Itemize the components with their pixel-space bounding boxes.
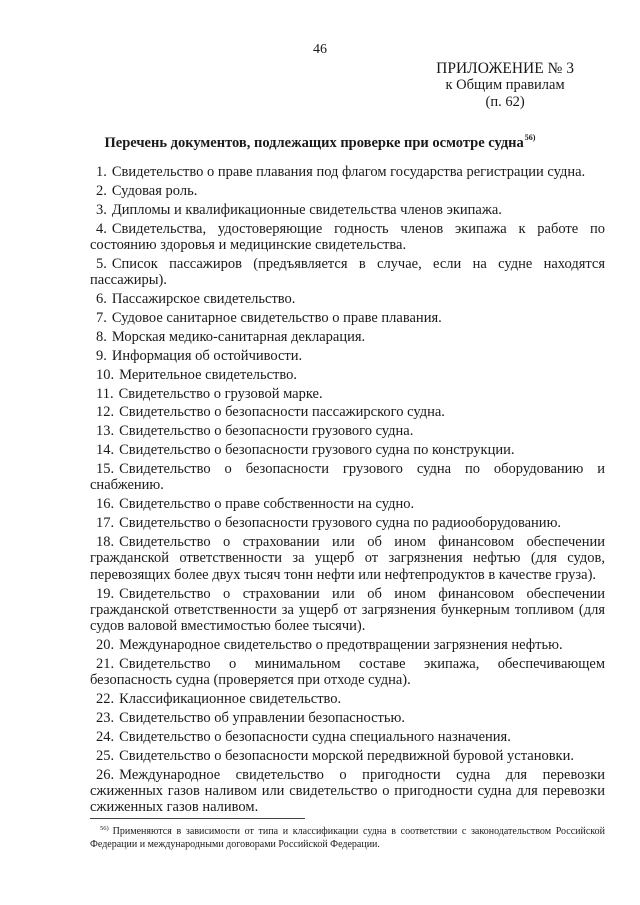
list-item	[90, 202, 605, 218]
list-item-text: Свидетельство о безопасности грузового судна.	[119, 423, 414, 440]
list-item-number: 17.	[96, 515, 115, 532]
list-item	[90, 291, 605, 307]
list-item-number: 16.	[96, 496, 115, 513]
list-item	[90, 329, 605, 345]
list-item	[90, 748, 605, 764]
list-item-number: 18.	[96, 534, 115, 551]
list-item-number: 21.	[96, 655, 115, 672]
list-item-text: Свидетельство о грузовой марке.	[118, 385, 323, 402]
list-item-number: 19.	[96, 585, 115, 602]
list-item	[90, 256, 605, 289]
list-item-number: 14.	[96, 442, 115, 459]
list-item-text: Список пассажиров (предъявляется в случае, если на судне находятся пассажиры).	[90, 255, 605, 289]
list-item-number: 26.	[96, 766, 115, 783]
list-item-text: Мерительное свидетельство.	[119, 366, 298, 383]
appendix-reference: к Общим правилам	[445, 77, 565, 93]
footnote-divider	[90, 818, 305, 819]
list-item-text: Свидетельство о минимальном составе экипажа, обеспечивающем безопасность судна (проверяется при отходе судна).	[90, 655, 605, 689]
list-item	[90, 496, 605, 512]
list-item	[90, 461, 605, 494]
list-item-number: 11.	[96, 385, 114, 402]
list-item-text: Свидетельство о безопасности грузового судна по оборудованию и снабжению.	[90, 461, 605, 494]
list-item-number: 9.	[96, 347, 107, 364]
list-item-text: Информация об остойчивости.	[111, 347, 303, 364]
document-title-text: Перечень документов, подлежащих проверке при осмотре судна	[104, 135, 524, 151]
appendix-title: ПРИЛОЖЕНИЕ № 3	[436, 60, 574, 77]
list-item-text: Классификационное свидетельство.	[119, 691, 342, 708]
list-item	[90, 164, 605, 180]
list-item-number: 4.	[96, 220, 107, 237]
list-item	[90, 515, 605, 531]
list-item-text: Морская медико-санитарная декларация.	[111, 328, 366, 345]
list-item	[90, 637, 605, 653]
list-item-text: Свидетельство о праве собственности на судно.	[119, 496, 415, 513]
list-item	[90, 442, 605, 458]
document-list	[90, 164, 605, 818]
list-item-number: 5.	[96, 255, 107, 272]
footnote-text: Применяются в зависимости от типа и классификации судна в соответствии с законодательством Российской Федерации и международными договорами Российской Федерации.	[90, 826, 605, 850]
list-item-text: Свидетельство о праве плавания под флагом государства регистрации судна.	[111, 164, 586, 180]
list-item-number: 8.	[96, 328, 107, 345]
list-item-text: Свидетельство о страховании или об ином финансовом обеспечении гражданской ответственности за ущерб от загрязнения бункерным топливом (для судов валовой вместимостью более тысячи).	[90, 585, 605, 635]
list-item-number: 23.	[96, 709, 115, 726]
footnote	[90, 822, 605, 851]
list-item-text: Международное свидетельство о предотвращении загрязнения нефтью.	[119, 637, 563, 653]
list-item	[90, 386, 605, 402]
list-item-text: Судовая роль.	[111, 182, 198, 199]
list-item	[90, 367, 605, 383]
list-item-number: 6.	[96, 291, 107, 308]
list-item	[90, 710, 605, 726]
list-item-text: Свидетельство о безопасности пассажирского судна.	[119, 404, 445, 421]
list-item-text: Международное свидетельство о пригодности судна для перевозки сжиженных газов наливом или свидетельство о пригодности судна для перевозки сжиженных газов наливом.	[90, 766, 605, 816]
list-item-number: 24.	[96, 728, 115, 745]
appendix-paragraph-reference: (п. 62)	[485, 94, 525, 110]
list-item-number: 2.	[96, 182, 107, 199]
list-item-number: 1.	[96, 164, 107, 180]
list-item	[90, 656, 605, 689]
list-item	[90, 404, 605, 420]
list-item	[90, 310, 605, 326]
list-item-text: Свидетельство о страховании или об ином финансовом обеспечении гражданской ответственности за ущерб от загрязнения нефтью (для судов, перевозящих более двух тысяч тонн нефти или нефтепродуктов в качестве груза).	[90, 534, 605, 583]
list-item-text: Свидетельство о безопасности морской передвижной буровой установки.	[119, 747, 574, 764]
list-item-number: 12.	[96, 404, 115, 421]
footnote-mark: 56)	[100, 825, 109, 832]
list-item	[90, 691, 605, 707]
list-item-number: 10.	[96, 366, 115, 383]
list-item-number: 13.	[96, 423, 115, 440]
footnote-reference: 56)	[524, 133, 536, 142]
list-item	[90, 767, 605, 816]
list-item-number: 20.	[96, 637, 115, 653]
list-item	[90, 423, 605, 439]
list-item	[90, 586, 605, 635]
list-item	[90, 534, 605, 583]
list-item-text: Судовое санитарное свидетельство о праве плавания.	[111, 309, 442, 326]
document-title	[0, 133, 640, 152]
list-item-number: 22.	[96, 691, 115, 708]
list-item	[90, 729, 605, 745]
list-item-text: Пассажирское свидетельство.	[111, 291, 296, 308]
list-item	[90, 348, 605, 364]
list-item-text: Свидетельство о безопасности судна специального назначения.	[119, 728, 511, 745]
list-item-number: 25.	[96, 747, 115, 764]
list-item-number: 15.	[96, 461, 115, 478]
list-item-number: 3.	[96, 201, 107, 218]
list-item	[90, 221, 605, 254]
list-item-number: 7.	[96, 309, 107, 326]
list-item-text: Свидетельство об управлении безопасностью.	[119, 709, 405, 726]
list-item-text: Свидетельство о безопасности грузового судна по конструкции.	[119, 442, 515, 459]
list-item-text: Свидетельства, удостоверяющие годность членов экипажа к работе по состоянию здоровья и медицинские свидетельства.	[90, 220, 605, 253]
list-item	[90, 183, 605, 199]
page-number: 46	[313, 42, 327, 57]
list-item-text: Дипломы и квалификационные свидетельства членов экипажа.	[111, 201, 502, 218]
list-item-text: Свидетельство о безопасности грузового судна по радиооборудованию.	[119, 515, 562, 532]
appendix-header	[436, 60, 574, 111]
